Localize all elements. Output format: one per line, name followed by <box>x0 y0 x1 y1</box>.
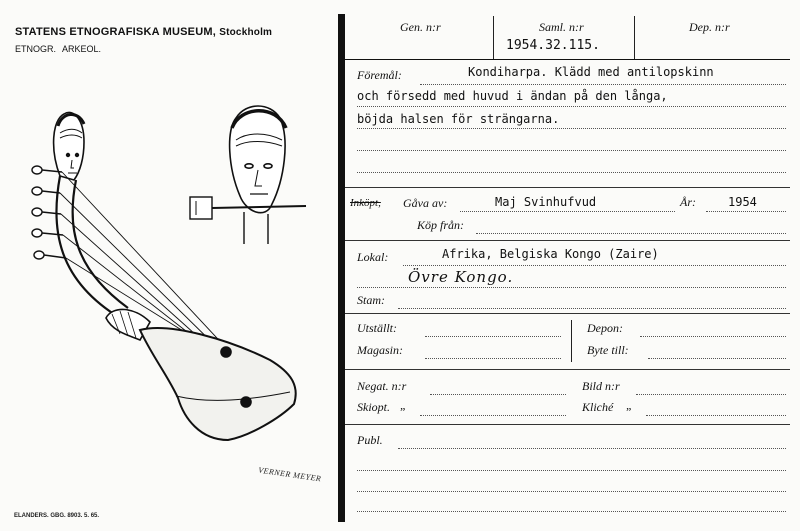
struck-purchase-label: Inköpt, <box>350 197 381 209</box>
object-section-rule <box>345 187 790 188</box>
magasin-label: Magasin: <box>357 343 403 357</box>
year-rule <box>706 211 786 212</box>
skiopt-rule <box>420 415 566 416</box>
year-label: År: <box>680 195 696 209</box>
skiopt-label: Skiopt. <box>357 400 390 414</box>
kliche-rule <box>646 415 786 416</box>
object-label: Föremål: <box>357 68 402 82</box>
object-rule-2 <box>357 106 786 107</box>
card-divider <box>338 14 345 522</box>
object-line-1: Kondiharpa. Klädd med antilopskinn <box>468 65 714 79</box>
depon-label: Depon: <box>587 321 623 335</box>
header-divider-2 <box>634 16 635 59</box>
object-rule-4 <box>357 150 786 151</box>
buy-label: Köp från: <box>417 218 465 232</box>
bild-rule <box>636 394 786 395</box>
dep-label: Dep. n:r <box>689 20 730 34</box>
location-rule-1 <box>403 265 786 266</box>
utstallt-rule <box>425 336 561 337</box>
exhibit-divider <box>571 320 572 362</box>
tribe-rule <box>398 308 786 309</box>
museum-name: STATENS ETNOGRAFISKA MUSEUM, <box>15 26 216 38</box>
gift-label: Gåva av: <box>403 196 448 210</box>
gen-label: Gen. n:r <box>400 20 441 34</box>
location-label: Lokal: <box>357 250 389 264</box>
artist-signature: VERNER MEYER <box>257 465 322 484</box>
object-line-2: och försedd med huvud i ändan på den långa, <box>357 89 668 103</box>
publ-rule-4 <box>357 511 786 512</box>
publ-rule-3 <box>357 491 786 492</box>
gift-rule <box>460 211 675 212</box>
acquisition-section-rule <box>345 240 790 241</box>
department-line: ETNOGR. ARKEOL. <box>15 44 102 54</box>
header-divider-1 <box>493 16 494 59</box>
printer-footer: ELANDERS. GBG. 8903. 5. 65. <box>14 513 100 519</box>
byte-rule <box>648 358 786 359</box>
location-rule-2 <box>357 287 786 288</box>
media-section-rule <box>345 424 790 425</box>
negat-rule <box>430 394 566 395</box>
saml-value: 1954.32.115. <box>506 38 600 53</box>
publ-label: Publ. <box>357 433 383 447</box>
kliche-label: Kliché <box>582 400 614 414</box>
kliche-mark: „ <box>626 398 633 412</box>
object-rule-3 <box>357 128 786 129</box>
negat-label: Negat. n:r <box>357 379 407 393</box>
depon-rule <box>640 336 786 337</box>
utstallt-label: Utställt: <box>357 321 398 335</box>
tribe-section-rule <box>345 313 790 314</box>
location-value: Afrika, Belgiska Kongo (Zaire) <box>442 247 659 261</box>
location-handwritten: Övre Kongo. <box>408 268 514 286</box>
object-rule-1 <box>420 84 786 85</box>
museum-city: Stockholm <box>219 27 273 38</box>
byte-label: Byte till: <box>587 343 629 357</box>
tribe-label: Stam: <box>357 293 385 307</box>
skiopt-mark: „ <box>400 398 407 412</box>
year-value: 1954 <box>728 195 757 209</box>
buy-rule <box>476 233 786 234</box>
exhibit-section-rule <box>345 369 790 370</box>
publ-rule-1 <box>398 448 786 449</box>
magasin-rule <box>425 358 561 359</box>
saml-label: Saml. n:r <box>539 20 584 34</box>
bild-label: Bild n:r <box>582 379 620 393</box>
object-line-3: böjda halsen för strängarna. <box>357 112 560 126</box>
header-rule <box>345 59 790 60</box>
object-rule-5 <box>357 172 786 173</box>
publ-rule-2 <box>357 470 786 471</box>
gift-value: Maj Svinhufvud <box>495 195 597 209</box>
